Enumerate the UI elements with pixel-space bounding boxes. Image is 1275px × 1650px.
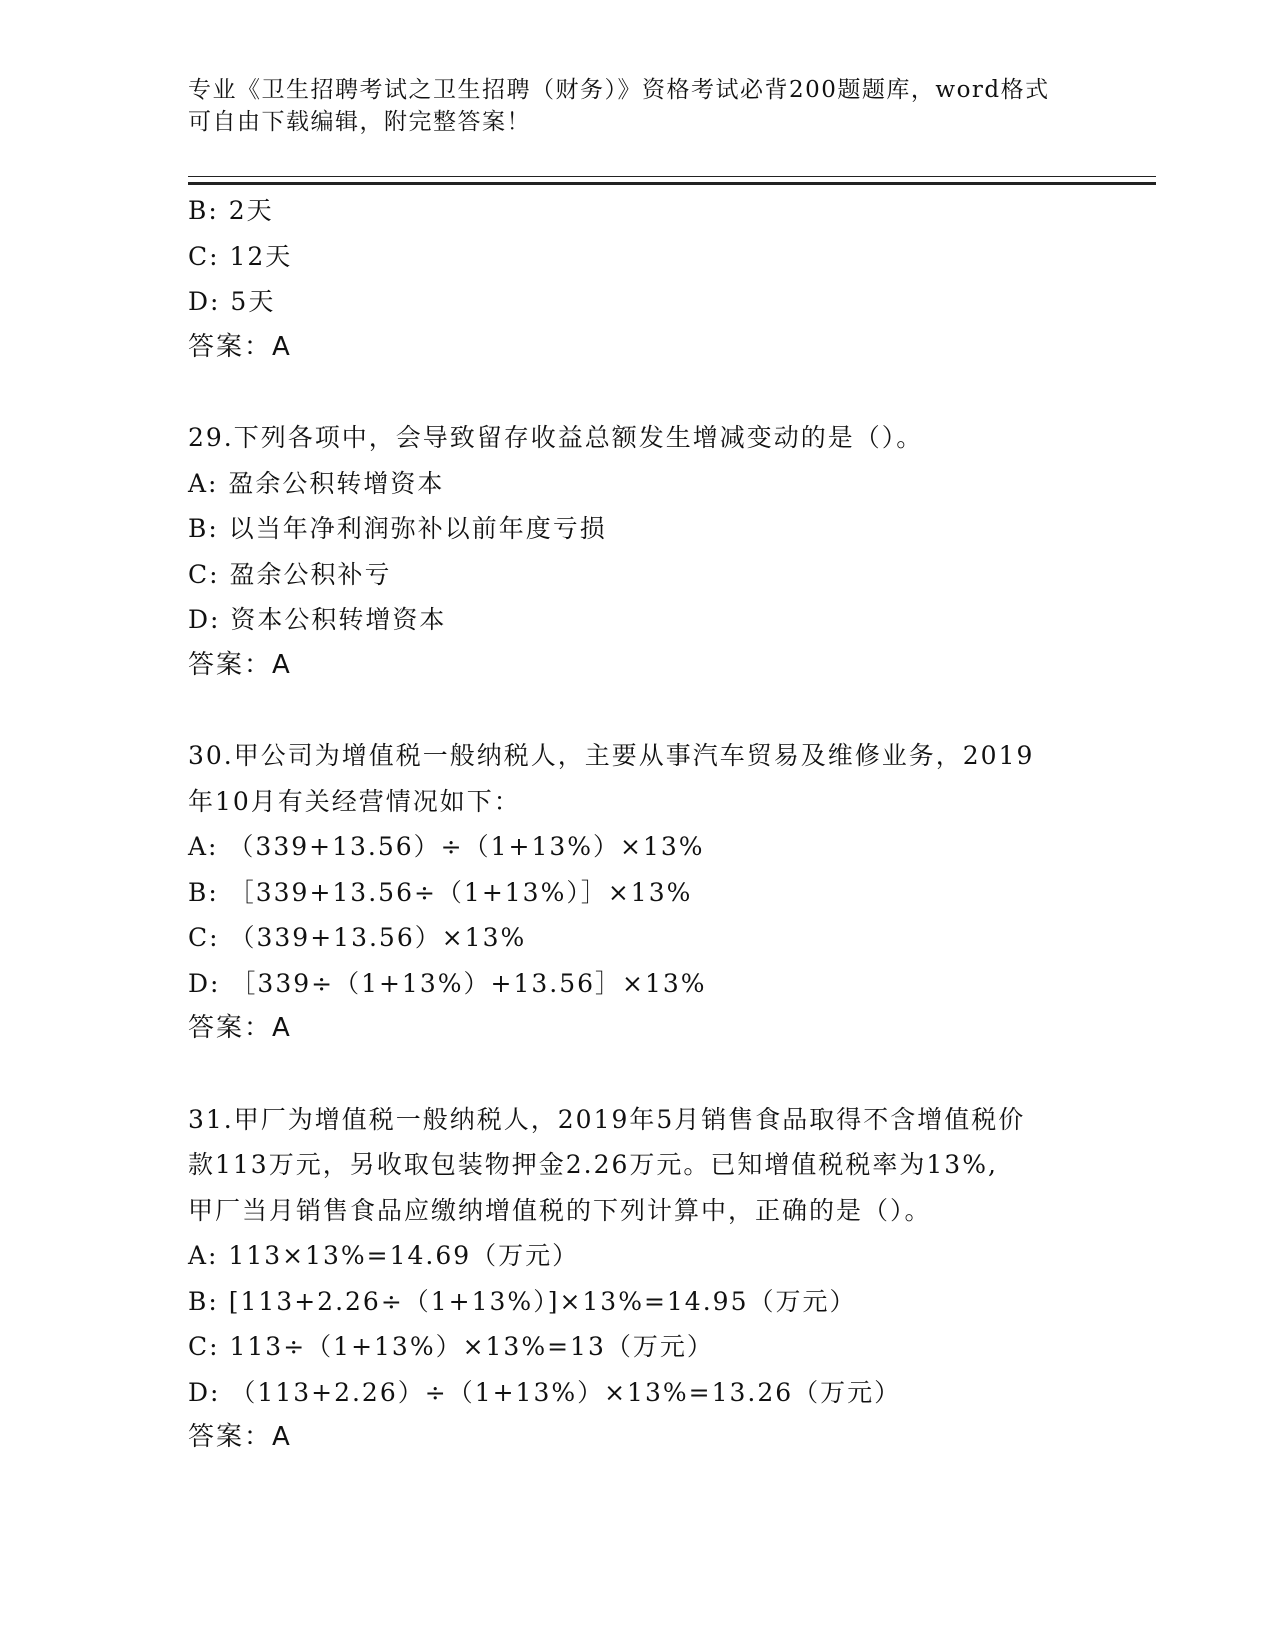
question-stem-line-1: 31.甲厂为增值税一般纳税人，2019年5月销售食品取得不含增值税价 [188, 1104, 1026, 1134]
question-stem-line-3: 甲厂当月销售食品应缴纳增值税的下列计算中，正确的是（）。 [188, 1195, 932, 1225]
option-a: A: 盈余公积转增资本 [188, 468, 445, 498]
header-divider-thin [188, 176, 1156, 177]
answer-label: 答案：A [188, 1422, 292, 1452]
option-b: B: [113+2.26÷（1+13%）]×13%=14.95（万元） [188, 1286, 857, 1316]
question-stem-line-1: 30.甲公司为增值税一般纳税人，主要从事汽车贸易及维修业务，2019 [188, 741, 1035, 770]
option-a: A: 113×13%=14.69（万元） [188, 1241, 580, 1270]
option-d: D: 资本公积转增资本 [188, 605, 447, 634]
question-30 [188, 733, 1088, 1052]
header-divider-thick [188, 182, 1156, 185]
option-d: D: （113+2.26）÷（1+13%）×13%=13.26（万元） [188, 1377, 902, 1407]
option-c: C: 12天 [188, 241, 293, 271]
option-b: B: ［339+13.56÷（1+13%）］×13% [188, 877, 693, 907]
question-stem-line-2: 年10月有关经营情况如下： [188, 786, 521, 816]
option-b: B: 以当年净利润弥补以前年度亏损 [188, 514, 607, 543]
option-c: C: 113÷（1+13%）×13%=13（万元） [188, 1332, 714, 1361]
header-line-1: 专业《卫生招聘考试之卫生招聘（财务）》资格考试必背200题题库，word格式 [188, 77, 1050, 103]
answer-label: 答案：A [188, 331, 292, 362]
answer-label: 答案：A [188, 649, 292, 680]
option-a: A: （339+13.56）÷（1+13%）×13% [188, 832, 705, 861]
option-d: D: 5天 [188, 287, 276, 316]
document-header [188, 74, 1088, 138]
question-stem-line-2: 款113万元，另收取包装物押金2.26万元。已知增值税税率为13%, [188, 1150, 998, 1179]
option-d: D: ［339÷（1+13%）+13.56］×13% [188, 968, 707, 998]
question-28-continued [188, 188, 1088, 370]
question-list [188, 188, 1088, 1461]
option-b: B: 2天 [188, 196, 274, 225]
question-29 [188, 415, 1088, 688]
question-31 [188, 1097, 1088, 1461]
option-c: C: 盈余公积补亏 [188, 559, 392, 589]
question-stem: 29.下列各项中，会导致留存收益总额发生增减变动的是（）。 [188, 423, 924, 452]
answer-label: 答案：A [188, 1013, 292, 1043]
option-c: C: （339+13.56）×13% [188, 923, 527, 952]
header-line-2: 可自由下载编辑，附完整答案！ [188, 109, 531, 135]
